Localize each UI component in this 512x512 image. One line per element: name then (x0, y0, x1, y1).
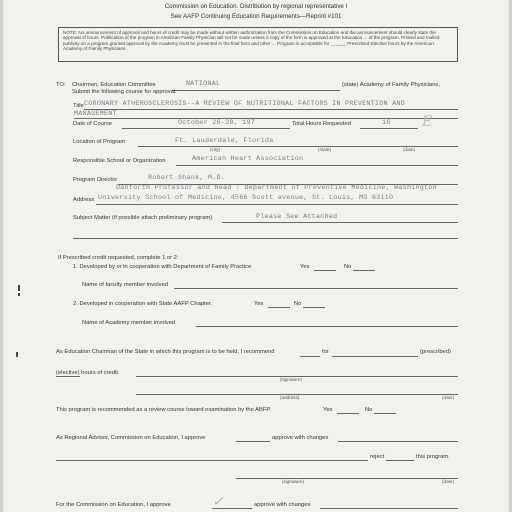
location-hint-state: (state) (318, 147, 332, 152)
sponsor-value: American Heart Association (192, 155, 304, 163)
advisor-signature-hint: (signature) (282, 479, 304, 484)
to-state-suffix: (state) Academy of Family Physicians, (342, 82, 440, 88)
to-line-1: Chairman, Education Committee (72, 82, 156, 88)
credit-item-1: 1. Developed by or in cooperation with Department of Family Practice (73, 264, 252, 270)
location-label: Location of Program (73, 139, 126, 145)
advisor-date-hint: (date) (442, 479, 455, 484)
director-label: Program Director (73, 177, 118, 183)
margin-tick-2 (18, 293, 20, 296)
advisor-reject: reject (370, 454, 385, 460)
chairman-text: As Education Chairman of the State in which this program is to be held, I recommend (56, 349, 275, 355)
margin-tick-3 (16, 352, 18, 357)
typed-state: NATIONAL (186, 80, 221, 88)
credit-item-2-no: No (294, 301, 302, 307)
chairman-date-hint: (date) (442, 395, 455, 400)
credit-intro: If Prescribed credit requested, complete 1 or 2: (58, 255, 179, 261)
handwritten-check-mark: ✓ (212, 494, 224, 510)
title-label: Title (73, 103, 84, 109)
date-value: October 26-28, 197 (178, 119, 256, 127)
credit-item-1-sub: Name of faculty member involved (82, 282, 169, 288)
review-yes: Yes (323, 407, 333, 413)
advisor-this-program: this program. (416, 454, 450, 460)
notice-box (58, 27, 458, 62)
header-line-1: Commission on Education. Distribution by regional representative I (164, 3, 348, 10)
credit-item-2: 2. Developed in cooperation with State AAFP Chapter. (73, 301, 213, 307)
hours-label: Total Hours Requested (292, 121, 351, 127)
handwritten-margin-mark: E (422, 114, 433, 130)
chairman-for: for (322, 349, 329, 355)
elective-hint: (elective) hours of credit. (56, 370, 120, 376)
chairman-signature-hint: (signature) (280, 377, 302, 382)
credit-item-1-yes: Yes (300, 264, 310, 270)
review-no: No (365, 407, 373, 413)
chairman-address-hint: (address) (280, 395, 300, 400)
subject-label: Subject Matter (if possible attach preliminary program) (73, 215, 213, 221)
scan-edge-left (0, 0, 3, 512)
location-hint-date: (date) (403, 147, 416, 152)
advisor-with-changes: approve with changes (272, 435, 329, 441)
address-value: University School of Medicine, 4566 Scott avenue, St. Louis, MO 63110 (98, 194, 394, 202)
title-value-1: CORONARY ATHEROSCLEROSIS--A REVIEW OF NUTRITIONAL FACTORS IN PREVENTION AND (84, 100, 405, 108)
final-text: For the Commission on Education, I approve (56, 502, 171, 508)
review-text: This program is recommended as a review course toward examination by the ABFP. (56, 407, 272, 413)
date-label: Date of Course (73, 121, 112, 127)
credit-item-2-sub: Name of Academy member involved (82, 320, 176, 326)
header-line-2: See AAFP Continuing Education Requirements—Reprint #101 (170, 13, 342, 20)
to-label: TO: (56, 82, 66, 88)
address-label: Address (73, 197, 95, 203)
hours-value: 16 (382, 119, 391, 127)
location-hint-city: (city) (210, 147, 220, 152)
director-title: Danforth Professor and Head : Department of Preventive Medicine, Washington (116, 184, 437, 192)
director-value: Robert Shank, M.D. (148, 174, 226, 182)
credit-item-2-yes: Yes (254, 301, 264, 307)
title-value-2: MANAGEMENT (74, 110, 117, 118)
advisor-text: As Regional Advisor, Commission on Education, I approve (56, 435, 206, 441)
to-line-2: Submit the following course for approval: (72, 89, 177, 95)
subject-value: Please See Attached (256, 213, 338, 221)
margin-tick-1 (18, 285, 20, 291)
final-with-changes: approve with changes (254, 502, 311, 508)
credit-item-1-no: No (344, 264, 352, 270)
notice-text: NOTE: No announcement of approval and hours of credit may be made without written authorization from the Commission on Education and the announcement should clearly state the approval of hours. Publication of the program in American Family Physician will not be made unless a copy of the form is approved at the Education ... of the program. Printed and mailed publicity on a program granted approval by the Academy must be presented in the final form and other ... Program is acceptable for ______ Prescribed-Elective hours by the American Academy of Family Physicians. (63, 30, 440, 51)
location-value: Ft. Lauderdale, Florida (175, 137, 274, 145)
prescribed-hint: (prescribed) (420, 349, 451, 355)
sponsor-label: Responsible School or Organization (73, 158, 166, 164)
